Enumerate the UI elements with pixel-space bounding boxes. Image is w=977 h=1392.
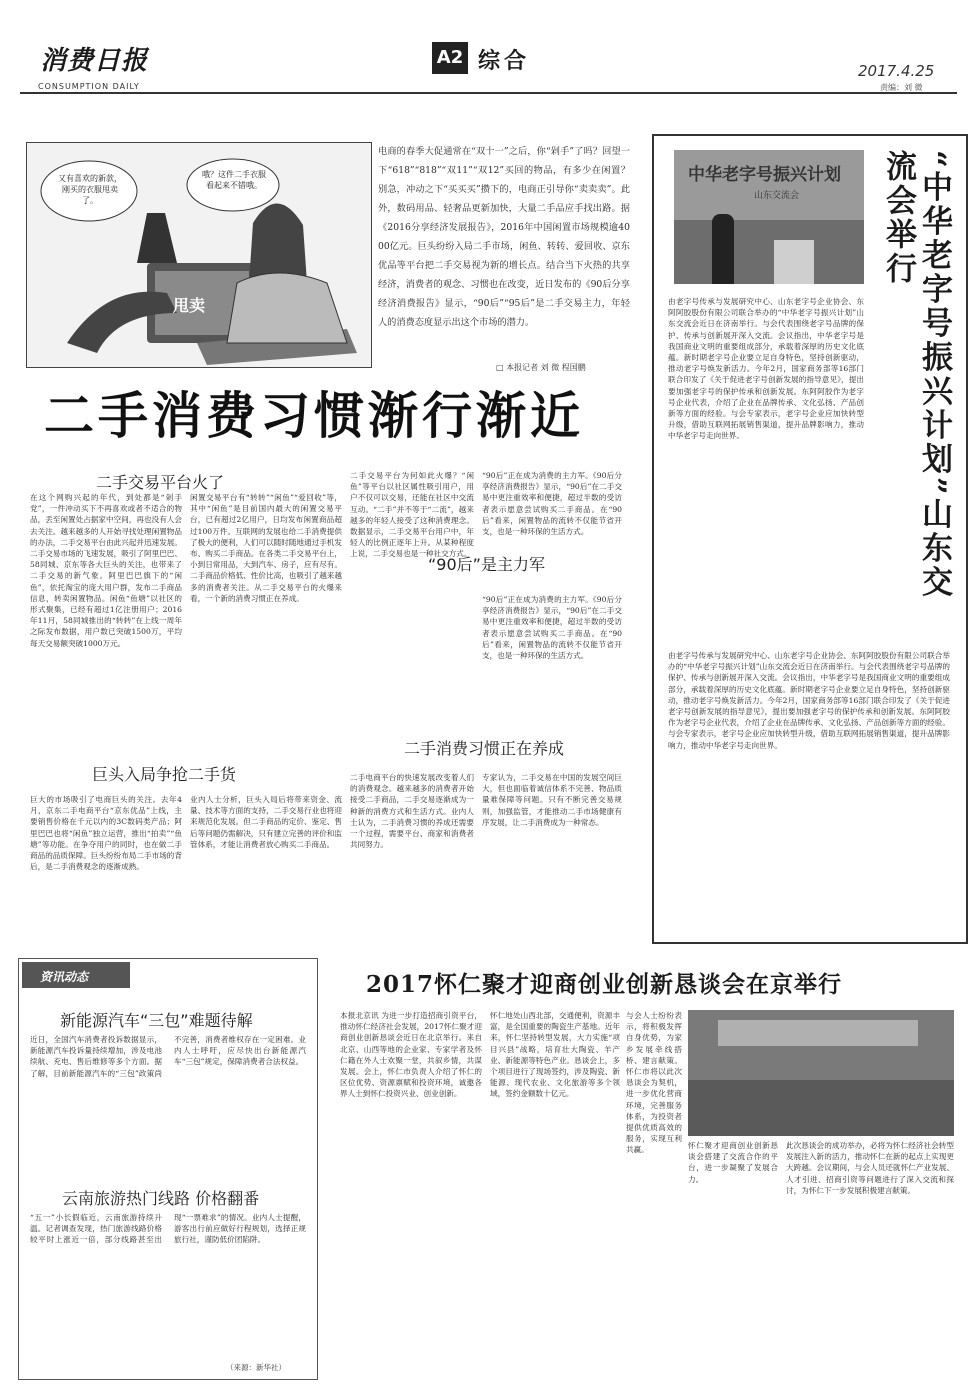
feature-body-lower: 由老字号传承与发展研究中心、山东老字号企业协会、东阿阿胶股份有限公司联合举办的“中华老字号振兴计划”山东交流会近日在济南举行。与会代表围绕老字号品牌的保护、传承与创新展开深入交流。会议指出，中华老字号是我国商业文明的重要组成部分，承载着深厚的历史文化底蕴。新时期老字号企业要立足自身特色，坚持创新驱动，推动老字号焕发新活力。今年2月，国家商务部等16部门联合印发了《关于促进老字号创新发展的指导意见》，提出要加强老字号的保护传承和创新发展。东阿阿胶作为老字号企业代表，介绍了企业在品牌传承、文化弘扬、产品创新等方面的经验。与会专家表示，老字号企业应加快转型升级，借助互联网拓展销售渠道，提升品牌影响力，推动中华老字号走向世界。 — [668, 651, 950, 750]
body-col4-section3: “90后”正在成为消费的主力军。《90后分享经济消费报告》显示，“90后”在二手交易中更注重效率和便捷，超过半数的受访者表示愿意尝试购买二手商品。在“90后”看来，闲置物品的流转不仅能节省开支，也是一种环保的生活方式。 — [482, 471, 622, 537]
body-col4-section4: 专家认为，二手交易在中国的发展空间巨大，但也面临着诚信体系不完善、物品质量难保障等问题。只有不断完善交易规则，加强监管，才能推动二手市场健康有序发展，让二手消费成为一种常态。 — [482, 773, 622, 827]
body-col1-section2: 巨大的市场吸引了电商巨头的关注。去年4月，京东二手电商平台“京东优品”上线，主要销售价格在千元以内的3C数码类产品；阿里巴巴也将“闲鱼”独立运营，推出“拍卖”“鱼塘”等功能。在争夺用户的同时，也在做二手商品的品质保障。巨头纷纷布局二手市场的背后，是二手消费观念的逐渐成熟。 — [30, 795, 182, 872]
bottom-col3: 与会人士纷纷表示，将积极发挥自身优势，为家乡发展牵线搭桥、建言献策。怀仁市将以此次恳谈会为契机，进一步优化营商环境，完善服务体系，为投资者提供优质高效的服务，实现互利共赢。 — [626, 1011, 682, 1155]
main-headline: 二手消费习惯渐行渐近 — [44, 387, 584, 445]
bottom-col2: 怀仁地处山西北部，交通便利，资源丰富，是全国重要的陶瓷生产基地。近年来，怀仁坚持转型发展，大力实施“项目兴县”战略，培育壮大陶瓷、羊产业、新能源等特色产业。恳谈会上，多个项目进行了现场签约，涉及陶瓷、新能源、现代农业、文化旅游等多个领域，签约金额数十亿元。 — [490, 1011, 620, 1099]
body-col3-section3: 二手交易平台为何如此火爆？“闲鱼”等平台以社区属性吸引用户，用户不仅可以交易，还能在社区中交流互动。“二手”并不等于“二流”，越来越多的年轻人接受了这种消费理念。数据显示，二手交易平台用户中，年轻人的比例正逐年上升。从某种程度上说，二手交易也是一种社交方式。 — [350, 471, 474, 559]
cartoon-bubble-right: 哦？这件二手衣服看起来不错哦。 — [202, 170, 266, 190]
body-col3-section4: 二手电商平台的快速发展改变着人们的消费观念。越来越多的消费者开始接受二手商品，二手交易逐渐成为一种新的消费方式和生活方式。业内人士认为，二手消费习惯的养成还需要一个过程，需要平台、商家和消费者共同努力。 — [350, 773, 474, 850]
masthead-rule — [20, 92, 957, 94]
editor-credit: 责编：刘 微 — [880, 83, 923, 92]
photo-audience — [688, 1080, 954, 1136]
subhead-giants: 巨头入局争抢二手货 — [92, 765, 237, 784]
feature-photo — [674, 150, 864, 284]
news-brief-text-2: “五一”小长假临近，云南旅游持续升温。记者调查发现，热门旅游线路价格较平时上涨近一倍，部分线路甚至出现“一票难求”的情况。业内人士提醒，游客出行前应做好行程规划，选择正规旅行社，谨防低价团陷阱。 — [30, 1213, 306, 1245]
photo-stage-banner — [718, 1020, 918, 1046]
bottom-col5: 此次恳谈会的成功举办，必将为怀仁经济社会转型发展注入新的活力，推动怀仁在新的起点上实现更大跨越。会议期间，与会人员还就怀仁产业发展、人才引进、招商引资等问题进行了深入交流和探讨，为怀仁下一步发展积极建言献策。 — [786, 1141, 954, 1195]
cartoon-frame — [26, 142, 372, 368]
feature-body-upper: 由老字号传承与发展研究中心、山东老字号企业协会、东阿阿胶股份有限公司联合举办的“中华老字号振兴计划”山东交流会近日在济南举行。与会代表围绕老字号品牌的保护、传承与创新展开深入交流。会议指出，中华老字号是我国商业文明的重要组成部分，承载着深厚的历史文化底蕴。新时期老字号企业要立足自身特色，坚持创新驱动，推动老字号焕发新活力。今年2月，国家商务部等16部门联合印发了《关于促进老字号创新发展的指导意见》，提出要加强老字号的保护传承和创新发展。东阿阿胶作为老字号企业代表，介绍了企业在品牌传承、文化弘扬、产品创新等方面的经验。与会专家表示，老字号企业应加快转型升级，借助互联网拓展销售渠道，提升品牌影响力，推动中华老字号走向世界。 — [668, 297, 864, 441]
body-col4-section3b: “90后”正在成为消费的主力军。《90后分享经济消费报告》显示，“90后”在二手交易中更注重效率和便捷，超过半数的受访者表示愿意尝试购买二手商品。在“90后”看来，闲置物品的流转不仅能节省开支，也是一种环保的生活方式。 — [482, 595, 622, 661]
byline-square-icon: □ — [496, 363, 507, 372]
subhead-habit-forming: 二手消费习惯正在养成 — [404, 739, 565, 758]
photo-podium — [774, 240, 814, 284]
intro-byline — [496, 362, 586, 373]
masthead-stripe — [552, 60, 702, 70]
news-brief-badge-label: 资讯动态 — [40, 970, 89, 984]
news-brief-byline: （来源：新华社） — [226, 1363, 286, 1372]
subhead-trading-platforms: 二手交易平台火了 — [96, 473, 225, 492]
bottom-col4: 怀仁聚才迎商创业创新恳谈会搭建了交流合作的平台，进一步凝聚了发展合力。 — [688, 1141, 778, 1184]
page-number: A2 — [436, 47, 464, 68]
photo-banner-text: 中华老字号振兴计划 — [688, 165, 841, 185]
body-col2-section2: 业内人士分析，巨头入局后将带来资金、流量、技术等方面的支持，二手交易行业也将迎来规范化发展。但二手商品的定价、鉴定、售后等问题仍需解决，只有建立完善的评价和监管体系，才能让消费者放心购买二手商品。 — [190, 795, 342, 849]
masthead-logo: 消费日报 — [40, 46, 149, 76]
news-brief-headline-1: 新能源汽车“三包”难题待解 — [60, 1011, 253, 1030]
bottom-col1: 本报北京讯 为进一步打造招商引资平台，推动怀仁经济社会发展，2017怀仁聚才迎商创业创新恳谈会近日在北京举行。来自北京、山西等地的企业家、专家学者及怀仁籍在外人士欢聚一堂，共叙乡情，共谋发展。会上，怀仁市负责人介绍了怀仁的区位优势、资源禀赋和投资环境，诚邀各界人士到怀仁投资兴业、创业创新。 — [340, 1011, 482, 1099]
feature-vertical-title: “中华老字号振兴计划”山东交流会举行 — [880, 150, 952, 600]
subhead-90s-generation: “90后”是主力军 — [428, 555, 545, 574]
photo-speaker — [712, 214, 734, 284]
body-col2-section1: 闲置交易平台有“转转”“闲鱼”“爱回收”等，其中“闲鱼”是目前国内最大的闲置交易平台，已有超过2亿用户，日均发布闲置商品超过100万件。互联网的发展也给二手消费提供了极大的便利，人们可以随时随地通过手机发布、购买二手商品。在各类二手交易平台上，小到日常用品，大到汽车、房子，应有尽有。二手商品价格低、性价比高，也吸引了越来越多的消费者关注。从二手交易平台的火爆来看，一个新的消费习惯正在养成。 — [190, 493, 342, 603]
body-col1-section1: 在这个网购兴起的年代，到处都是“剁手党”，一件冲动买下不再喜欢或者不适合的物品，丢至闲置处占据家中空间，再也没有人会去关注。越来越多的人开始寻找处理闲置物品的办法，二手交易平台由此兴起并迅速发展。二手交易市场的飞速发展，吸引了阿里巴巴、58同城、京东等各大巨头的关注，也带来了二手交易的新气象。阿里巴巴旗下的“闲鱼”，依托淘宝的庞大用户群，发布二手商品信息，转卖闲置物品。闲鱼“鱼塘”以社区的形式聚集，已经有超过1亿注册用户；2016年11月，58同城推出的“转转”在上线一周年之际发布数据，用户数已突破1500万，平均每天交易额突破1000万元。 — [30, 493, 182, 648]
intro-paragraph: 电商的春季大促通常在“双十一”之后，你“剁手”了吗？回望一下“618”“818”“双11”“双12”买回的物品，有多少在闲置？别急，冲动之下“买买买”攒下的，电商正引导你“卖卖卖”。此外，数码用品、轻奢品更新加快，大量二手品应手找出路。据《2016分享经济发展报告》，2016年中国闲置市场规模逾4000亿元。巨头纷纷入局二手市场，闲鱼、转转、爱回收、京东优品等平台把二手交易视为新的增长点。结合当下火热的共享经济，消费者的观念、习惯也在改变，近日发布的《90后分享经济消费报告》显示，“90后”“95后”是二手交易主力，年轻人的消费态度显示出这个市场的潜力。 — [378, 146, 630, 328]
masthead-logo-en: CONSUMPTION DAILY — [38, 82, 140, 91]
cartoon-screen-label: 甩卖 — [173, 296, 206, 315]
cartoon-bubble-left: 又有喜欢的新款，刚买的衣服甩卖了。 — [58, 174, 122, 205]
issue-date: 2017.4.25 — [858, 62, 935, 80]
photo-banner-subtext: 山东交流会 — [754, 191, 800, 201]
news-brief-text-1: 近日，全国汽车消费者投诉数据显示，新能源汽车投诉量持续增加，涉及电池续航、充电、售后维修等多个方面。据了解，目前新能源汽车的“三包”政策尚不完善，消费者维权存在一定困难。业内人士呼吁，应尽快出台新能源汽车“三包”规定，保障消费者合法权益。 — [30, 1035, 306, 1078]
byline-text: 本报记者 刘 微 程国鹏 — [506, 363, 586, 372]
section-name: 综合 — [478, 49, 531, 74]
news-brief-headline-2: 云南旅游热门线路 价格翻番 — [62, 1189, 260, 1208]
bottom-headline: 2017怀仁聚才迎商创业创新恳谈会在京举行 — [366, 971, 843, 998]
page-number-badge — [432, 42, 468, 74]
bottom-photo — [688, 1010, 954, 1136]
